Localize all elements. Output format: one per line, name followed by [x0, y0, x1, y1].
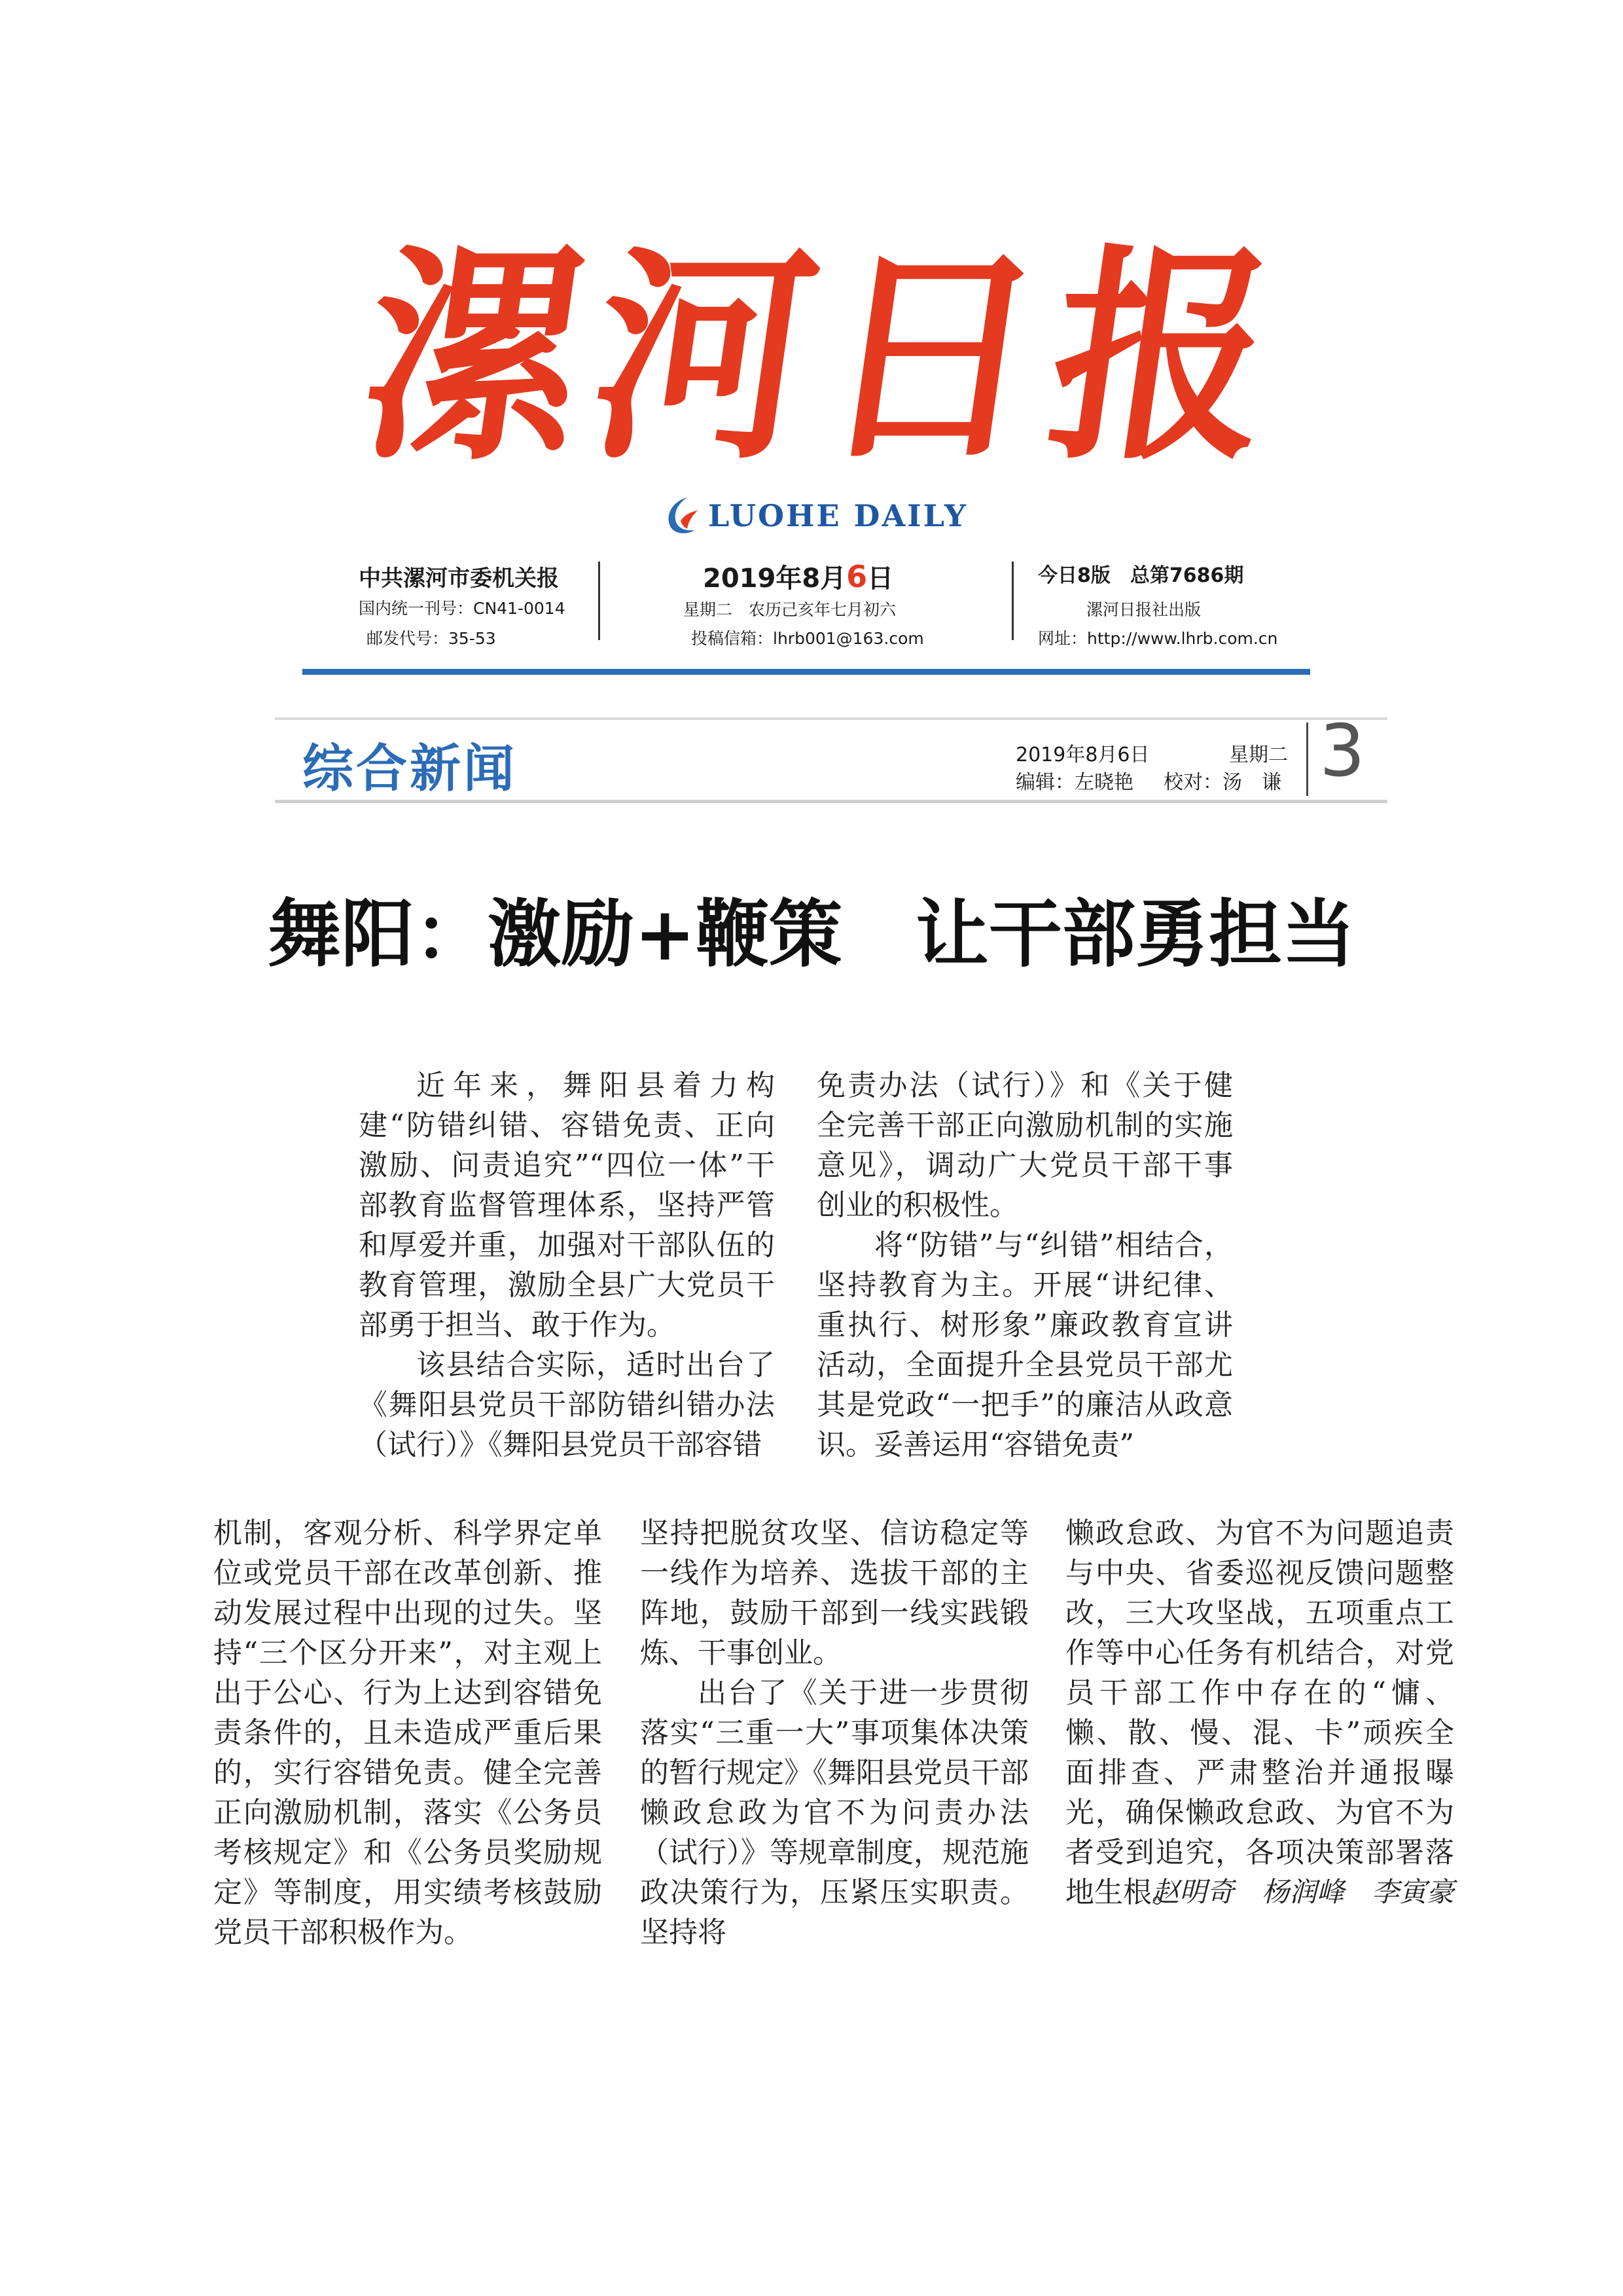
- section-date: 2019年8月6日: [1016, 744, 1150, 766]
- section-title: 综合新闻: [302, 739, 518, 798]
- article-lower-column-2: [640, 1513, 1029, 1952]
- weekday-lunar: 星期二 农历己亥年七月初六: [683, 600, 897, 619]
- masthead-char-3: 日: [806, 223, 1060, 490]
- article-headline: 舞阳：激励+鞭策 让干部勇担当: [268, 891, 1355, 977]
- section-editor: 编辑：左晓艳: [1016, 771, 1133, 794]
- paragraph: 出台了《关于进一步贯彻落实“三重一大”事项集体决策的暂行规定》《舞阳县党员干部懒政怠政为官不为问责办法（试行）》等规章制度，规范施政决策行为，压紧压实职责。坚持将: [640, 1676, 1029, 1949]
- pages-and-issue: 今日8版 总第7686期: [1038, 564, 1244, 587]
- masthead-title: [348, 216, 1289, 497]
- section-weekday: 星期二: [1229, 744, 1288, 766]
- article-lower-column-3: [1065, 1513, 1454, 1912]
- section-proofreader: 校对：汤 谦: [1164, 771, 1281, 794]
- header-divider-left: [598, 562, 600, 640]
- submission-email: 投稿信箱：lhrb001@163.com: [691, 629, 924, 648]
- header-rule: [302, 669, 1310, 675]
- website: 网址：http://www.lhrb.com.cn: [1038, 629, 1278, 648]
- page-number-divider: [1306, 723, 1308, 796]
- article-upper-right-column: [817, 1066, 1233, 1465]
- article-upper-left-column: [359, 1066, 775, 1465]
- issue-date-day: 6: [846, 559, 868, 594]
- serial-number: 国内统一刊号：CN41-0014: [359, 599, 565, 618]
- masthead-char-2: 河: [577, 223, 830, 490]
- paragraph: 免责办法（试行）》和《关于健全完善干部正向激励机制的实施意见》，调动广大党员干部干事创业的积极性。: [817, 1069, 1233, 1222]
- paragraph: 近年来，舞阳县着力构建“防错纠错、容错免责、正向激励、问责追究”“四位一体”干部教育监督管理体系，坚持严管和厚爱并重，加强对干部队伍的教育管理，激励全县广大党员干部勇于担当、敢于作为。: [359, 1069, 775, 1342]
- masthead-char-1: 漯: [348, 223, 601, 490]
- paragraph: 机制，客观分析、科学界定单位或党员干部在改革创新、推动发展过程中出现的过失。坚持“三个区分开来”，对主观上出于公心、行为上达到容错免责条件的，且未造成严重后果的，实行容错免责。健全完善正向激励机制，落实《公务员考核规定》和《公务员奖励规定》等制度，用实绩考核鼓励党员干部积极作为。: [213, 1516, 602, 1949]
- english-name: LUOHE DAILY: [708, 498, 968, 533]
- article-byline: 赵明奇 杨润峰 李寅豪: [1151, 1876, 1454, 1908]
- luohe-daily-logo-icon: [661, 495, 699, 537]
- issue-date: [703, 558, 893, 595]
- issue-date-suffix: 日: [867, 564, 894, 594]
- issue-date-prefix: 2019年8月: [703, 564, 847, 594]
- paragraph: 懒政怠政、为官不为问题追责与中央、省委巡视反馈问题整改，三大攻坚战，五项重点工作等中心任务有机结合，对党员干部工作中存在的“慵、懒、散、慢、混、卡”顽疾全面排查、严肃整治并通报曝光，确保懒政怠政、为官不为者受到追究，各项决策部署落地生根。: [1065, 1516, 1454, 1909]
- article-lower-column-1: [213, 1513, 602, 1952]
- organ-text: 中共漯河市委机关报: [359, 565, 559, 592]
- paragraph: 坚持把脱贫攻坚、信访稳定等一线作为培养、选拔干部的主阵地，鼓励干部到一线实践锻炼、干事创业。: [640, 1516, 1029, 1670]
- masthead-english: [661, 490, 968, 542]
- postal-code: 邮发代号：35-53: [366, 629, 496, 648]
- header-divider-right: [1012, 562, 1014, 640]
- paragraph: 将“防错”与“纠错”相结合，坚持教育为主。开展“讲纪律、重执行、树形象”廉政教育宣讲活动，全面提升全县党员干部尤其是党政“一把手”的廉洁从政意识。妥善运用“容错免责”: [817, 1229, 1233, 1462]
- masthead-char-4: 报: [1035, 223, 1289, 490]
- publisher: 漯河日报社出版: [1086, 600, 1202, 619]
- page-number: 3: [1319, 709, 1365, 793]
- paragraph: 该县结合实际，适时出台了《舞阳县党员干部防错纠错办法（试行）》《舞阳县党员干部容错: [359, 1348, 775, 1462]
- section-top-rule: [275, 717, 1387, 720]
- section-bottom-rule: [275, 800, 1387, 803]
